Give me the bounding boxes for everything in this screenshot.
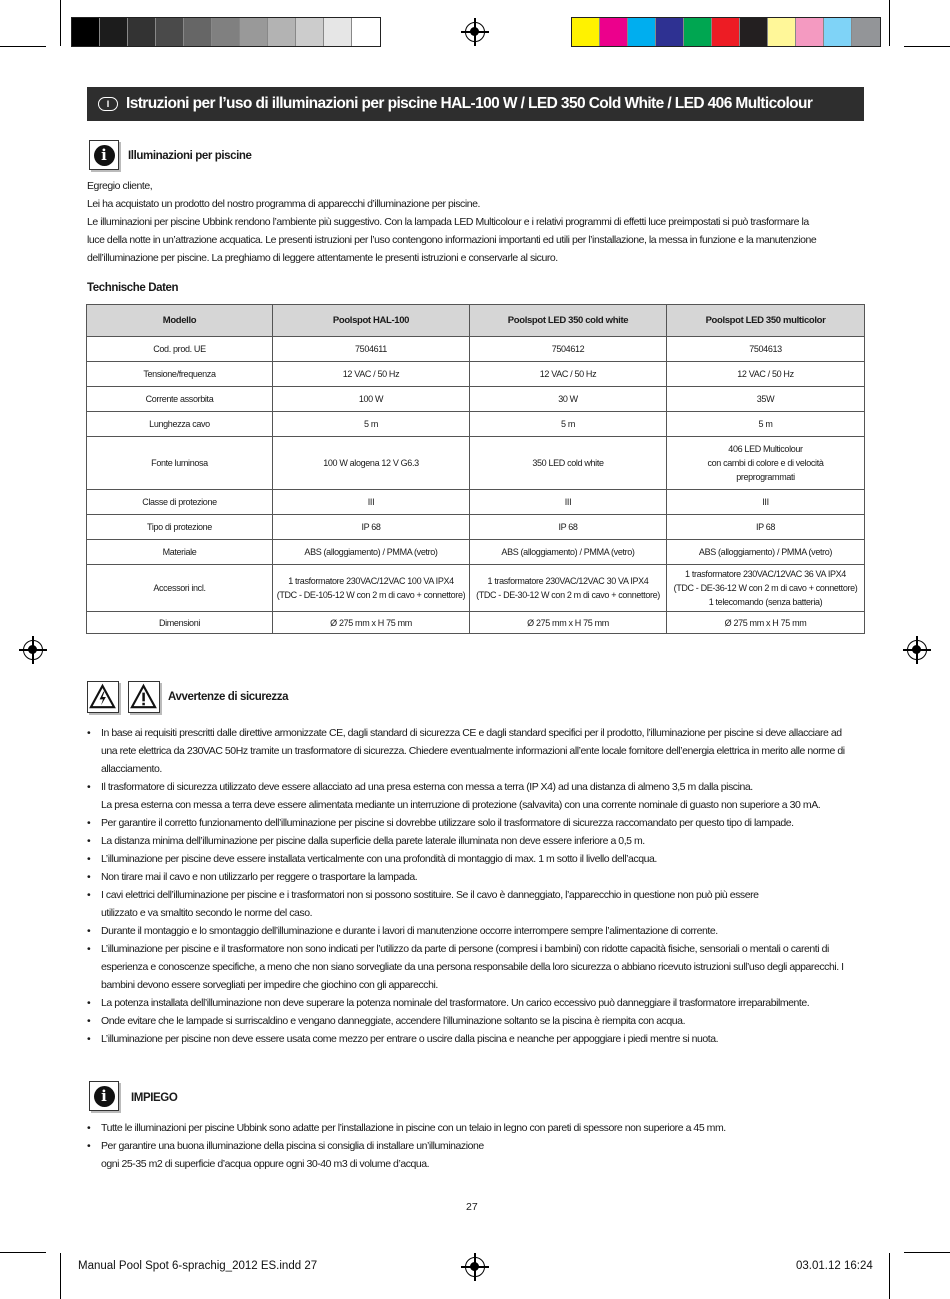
list-item xyxy=(87,922,867,940)
list-item-line: utilizzato e va smaltito secondo le norme del caso. xyxy=(101,907,313,919)
registration-mark-icon xyxy=(907,640,927,660)
list-item xyxy=(87,724,867,778)
cell-line: 30 W xyxy=(558,394,578,404)
list-item xyxy=(87,778,867,814)
cell-line: 100 W alogena 12 V G6.3 xyxy=(323,458,419,468)
color-swatch xyxy=(572,18,600,46)
cell-line: con cambi di colore e di velocità xyxy=(707,458,824,468)
cell-line: (TDC - DE-105-12 W con 2 m di cavo + connettore) xyxy=(276,590,466,600)
intro-line: Le illuminazioni per piscine Ubbink rendono l’ambiente più suggestivo. Con la lampada LED Multicolour e i relativi programmi di effetti luce preimpostati si può trasformare la xyxy=(87,216,809,228)
cell-line: 350 LED cold white xyxy=(532,458,604,468)
color-swatch xyxy=(184,18,212,46)
table-cell xyxy=(470,515,667,540)
table-cell xyxy=(667,540,865,565)
registration-mark-icon xyxy=(465,1257,485,1277)
list-item xyxy=(87,1137,867,1173)
row-label: Tipo di protezione xyxy=(87,515,273,540)
list-item-line: • In base ai requisiti prescritti dalle direttive armonizzate CE, dagli standard di sicurezza CE e dagli standard specifici per il prodotto, l’illuminazione per piscine si deve allacciare ad xyxy=(101,727,842,739)
list-item xyxy=(87,1119,867,1137)
color-swatch xyxy=(72,18,100,46)
cell-line: Ø 275 mm x H 75 mm xyxy=(724,617,807,628)
list-item-line: • La distanza minima dell’illuminazione per piscine dalla superficie della parete laterale illuminata non deve essere inferiore a 0,5 m. xyxy=(101,835,645,847)
color-swatch xyxy=(712,18,740,46)
slug-date: 03.01.12 16:24 xyxy=(796,1260,873,1272)
list-item-line: • L’illuminazione per piscine deve essere installata verticalmente con una profondità di montaggio di max. 1 m sotto il livello dell’acqua. xyxy=(101,853,657,865)
table-cell xyxy=(470,337,667,362)
list-item-line: • Per garantire il corretto funzionamento dell’illuminazione per piscine si dovrebbe utilizzare solo il trasformatore di sicurezza raccomandato per questo tipo di lampade. xyxy=(101,817,794,829)
crop-mark xyxy=(904,1252,950,1253)
table-cell xyxy=(273,387,470,412)
table-cell xyxy=(667,387,865,412)
section-title-technische-daten: Technische Daten xyxy=(87,282,179,294)
list-item xyxy=(87,832,867,850)
list-item-line: una rete elettrica da 230VAC 50Hz tramite un trasformatore di sicurezza. Chiedere eventualmente informazioni all’ente locale fornitore dell’energia elettrica in merito alle norme di xyxy=(101,745,845,757)
crop-mark xyxy=(889,0,890,46)
table-cell xyxy=(470,437,667,490)
table-cell xyxy=(273,437,470,490)
cell-line: IP 68 xyxy=(558,522,578,532)
list-item-line: • Onde evitare che le lampade si surriscaldino e vengano danneggiate, accendere l’illuminazione soltanto se la piscina è riempita con acqua. xyxy=(101,1015,686,1027)
table-cell xyxy=(667,437,865,490)
cell-line: 12 VAC / 50 Hz xyxy=(342,369,400,379)
list-item xyxy=(87,814,867,832)
table-row xyxy=(87,490,865,515)
crop-mark xyxy=(889,1253,890,1299)
row-label: Cod. prod. UE xyxy=(87,337,273,362)
cell-line: 1 trasformatore 230VAC/12VAC 100 VA IPX4 xyxy=(288,576,454,586)
crop-mark xyxy=(60,1253,61,1299)
column-header: Poolspot HAL-100 xyxy=(273,305,470,337)
color-swatch xyxy=(740,18,768,46)
table-cell xyxy=(273,540,470,565)
row-label: Lunghezza cavo xyxy=(87,412,273,437)
list-item-line: • Durante il montaggio e lo smontaggio dell’illuminazione e durante i lavori di manutenzione occorre interrompere sempre l’alimentazione di corrente. xyxy=(101,925,718,937)
technical-data-table xyxy=(86,304,865,634)
list-item-line: ogni 25-35 m2 di superficie d’acqua oppure ogni 30-40 m3 di volume d’acqua. xyxy=(101,1158,430,1170)
table-cell xyxy=(470,387,667,412)
list-item xyxy=(87,1012,867,1030)
list-item-line: • Per garantire una buona illuminazione della piscina si consiglia di installare un’illuminazione xyxy=(101,1140,484,1152)
cell-line: Ø 275 mm x H 75 mm xyxy=(330,617,412,628)
list-item-line: • L’illuminazione per piscine e il trasformatore non sono indicati per l’utilizzo da parte di persone (compresi i bambini) con ridotte capacità fisiche, sensoriali o mentali o carenti di xyxy=(101,943,829,955)
cell-line: preprogrammati xyxy=(736,472,795,482)
cell-line: 12 VAC / 50 Hz xyxy=(539,369,597,379)
cell-line: 1 telecomando (senza batteria) xyxy=(708,597,823,607)
safety-list xyxy=(87,724,867,1048)
column-header: Modello xyxy=(87,305,273,337)
list-item-line: • Non tirare mai il cavo e non utilizzarlo per reggere o trasportare la lampada. xyxy=(101,871,418,883)
list-item-line: • Tutte le illuminazioni per piscine Ubbink sono adatte per l’installazione in piscine con un telaio in legno con pareti di spessore non superiore a 45 mm. xyxy=(101,1122,726,1134)
cell-line: Ø 275 mm x H 75 mm xyxy=(527,617,609,628)
color-swatch xyxy=(240,18,268,46)
cell-line: ABS (alloggiamento) / PMMA (vetro) xyxy=(304,547,438,557)
section-title-impiego: IMPIEGO xyxy=(131,1092,178,1104)
warning-icon xyxy=(128,681,160,713)
cell-line: (TDC - DE-30-12 W con 2 m di cavo + connettore) xyxy=(476,590,660,600)
row-label: Tensione/frequenza xyxy=(87,362,273,387)
color-swatch xyxy=(100,18,128,46)
intro-line: dell’illuminazione per piscine. La preghiamo di leggere attentamente le presenti istruzioni e conservarle al sicuro. xyxy=(87,252,558,264)
cell-line: 5 m xyxy=(758,419,773,429)
cell-line: III xyxy=(367,497,375,507)
color-swatch xyxy=(128,18,156,46)
table-cell xyxy=(470,412,667,437)
table-cell xyxy=(470,362,667,387)
cell-line: 7504612 xyxy=(551,344,585,354)
table-row xyxy=(87,540,865,565)
impiego-list xyxy=(87,1119,867,1173)
color-swatch xyxy=(296,18,324,46)
table-cell xyxy=(273,412,470,437)
list-item-line: • L’illuminazione per piscine non deve essere usata come mezzo per entrare o uscire dalla piscina e neanche per appoggiare i piedi mentre si nuota. xyxy=(101,1033,719,1045)
table-row xyxy=(87,362,865,387)
table-cell xyxy=(273,337,470,362)
cell-line: IP 68 xyxy=(755,522,776,532)
table-header-row xyxy=(87,305,865,337)
crop-mark xyxy=(0,46,46,47)
crop-mark xyxy=(60,0,61,46)
list-item-line: • Il trasformatore di sicurezza utilizzato deve essere allacciato ad una presa esterna con messa a terra (IP X4) ad una distanza di almeno 3,5 m dalla piscina. xyxy=(101,781,753,793)
table-cell xyxy=(273,362,470,387)
table-cell xyxy=(667,515,865,540)
table-cell xyxy=(470,490,667,515)
color-swatch xyxy=(628,18,656,46)
electric-hazard-icon xyxy=(87,681,119,713)
cell-line: 35W xyxy=(756,394,775,404)
color-swatch xyxy=(600,18,628,46)
cell-line: 1 trasformatore 230VAC/12VAC 36 VA IPX4 xyxy=(685,569,846,579)
color-swatch xyxy=(268,18,296,46)
slug-filename: Manual Pool Spot 6-sprachig_2012 ES.indd 27 xyxy=(78,1260,318,1272)
color-swatch xyxy=(852,18,880,46)
list-item xyxy=(87,850,867,868)
process-color-bar xyxy=(571,17,881,47)
table-row xyxy=(87,437,865,490)
list-item xyxy=(87,886,867,922)
color-swatch xyxy=(796,18,824,46)
table-cell xyxy=(667,362,865,387)
page-title: Istruzioni per l’uso di illuminazioni per piscine HAL-100 W / LED 350 Cold White / LED 406 Multicolour xyxy=(126,95,813,112)
list-item-line: esperienza e conoscenze specifiche, a meno che non siano sorvegliate da una persona responsabile della loro sicurezza o abbiano ricevuto istruzioni sull’uso degli apparecchi. I xyxy=(101,961,844,973)
cell-line: 406 LED Multicolour xyxy=(728,444,803,454)
row-label: Materiale xyxy=(87,540,273,565)
intro-line: luce della notte in un’attrazione acquatica. Le presenti istruzioni per l’uso contengono informazioni importanti ed utili per l’installazione, la messa in funzione e la manutenzione xyxy=(87,234,817,246)
cell-line: 1 trasformatore 230VAC/12VAC 30 VA IPX4 xyxy=(487,576,649,586)
table-cell xyxy=(470,565,667,612)
table-cell xyxy=(273,490,470,515)
cell-line: IP 68 xyxy=(361,522,381,532)
table-cell xyxy=(667,490,865,515)
color-swatch xyxy=(824,18,852,46)
row-label: Classe di protezione xyxy=(87,490,273,515)
cell-line: ABS (alloggiamento) / PMMA (vetro) xyxy=(501,547,635,557)
column-header: Poolspot LED 350 cold white xyxy=(470,305,667,337)
column-header: Poolspot LED 350 multicolor xyxy=(667,305,865,337)
crop-mark xyxy=(0,1252,46,1253)
table-row xyxy=(87,337,865,362)
row-label: Dimensioni xyxy=(87,612,273,634)
color-swatch xyxy=(352,18,380,46)
cell-line: (TDC - DE-36-12 W con 2 m di cavo + connettore) xyxy=(673,583,858,593)
table-row xyxy=(87,612,865,634)
list-item-line: • La potenza installata dell’illuminazione non deve superare la potenza nominale del trasformatore. Un carico eccessivo può danneggiare il trasformatore irreparabilmente. xyxy=(101,997,810,1009)
grayscale-color-bar xyxy=(71,17,381,47)
table-cell xyxy=(667,612,865,634)
registration-mark-icon xyxy=(23,640,43,660)
cell-line: 7504611 xyxy=(355,344,387,354)
language-badge: I xyxy=(98,97,118,111)
list-item-line: bambini devono essere sorvegliati per impedire che giochino con gli apparecchi. xyxy=(101,979,438,991)
table-cell xyxy=(667,565,865,612)
crop-mark xyxy=(904,46,950,47)
cell-line: 7504613 xyxy=(749,344,782,354)
list-item xyxy=(87,1030,867,1048)
table-row xyxy=(87,565,865,612)
color-swatch xyxy=(768,18,796,46)
page-number: 27 xyxy=(466,1201,478,1213)
cell-line: 100 W xyxy=(358,394,384,404)
table-cell xyxy=(273,515,470,540)
row-label: Fonte luminosa xyxy=(87,437,273,490)
list-item-line: allacciamento. xyxy=(101,763,162,775)
table-row xyxy=(87,515,865,540)
list-item-line: La presa esterna con messa a terra deve essere alimentata mediante un interruzione di protezione (salvavita) con una corrente nominale di guasto non superiore a 30 mA. xyxy=(101,799,821,811)
registration-mark-icon xyxy=(465,22,485,42)
info-icon: i xyxy=(89,1081,119,1111)
intro-text xyxy=(87,177,867,267)
section-title-illuminazioni: Illuminazioni per piscine xyxy=(128,150,252,162)
section-title-sicurezza: Avvertenze di sicurezza xyxy=(168,691,289,703)
list-item xyxy=(87,940,867,994)
cell-line: 5 m xyxy=(561,419,575,429)
info-icon: i xyxy=(89,140,119,170)
table-cell xyxy=(470,540,667,565)
table-row xyxy=(87,412,865,437)
color-swatch xyxy=(684,18,712,46)
table-cell xyxy=(667,412,865,437)
table-cell xyxy=(470,612,667,634)
cell-line: 5 m xyxy=(364,419,378,429)
color-swatch xyxy=(656,18,684,46)
table-cell xyxy=(273,565,470,612)
page-header xyxy=(87,87,864,121)
list-item-line: • I cavi elettrici dell’illuminazione per piscine e i trasformatori non si possono sostituire. Se il cavo è danneggiato, l’apparecchio in questione non può più essere xyxy=(101,889,759,901)
cell-line: ABS (alloggiamento) / PMMA (vetro) xyxy=(698,547,833,557)
cell-line: III xyxy=(762,497,769,507)
color-swatch xyxy=(156,18,184,46)
table-cell xyxy=(667,337,865,362)
color-swatch xyxy=(324,18,352,46)
table-cell xyxy=(273,612,470,634)
cell-line: III xyxy=(564,497,572,507)
intro-line: Egregio cliente, xyxy=(87,180,153,192)
row-label: Corrente assorbita xyxy=(87,387,273,412)
cell-line: 12 VAC / 50 Hz xyxy=(737,369,794,379)
table-row xyxy=(87,387,865,412)
row-label: Accessori incl. xyxy=(87,565,273,612)
intro-line: Lei ha acquistato un prodotto del nostro programma di apparecchi d’illuminazione per piscine. xyxy=(87,198,480,210)
list-item xyxy=(87,868,867,886)
list-item xyxy=(87,994,867,1012)
color-swatch xyxy=(212,18,240,46)
